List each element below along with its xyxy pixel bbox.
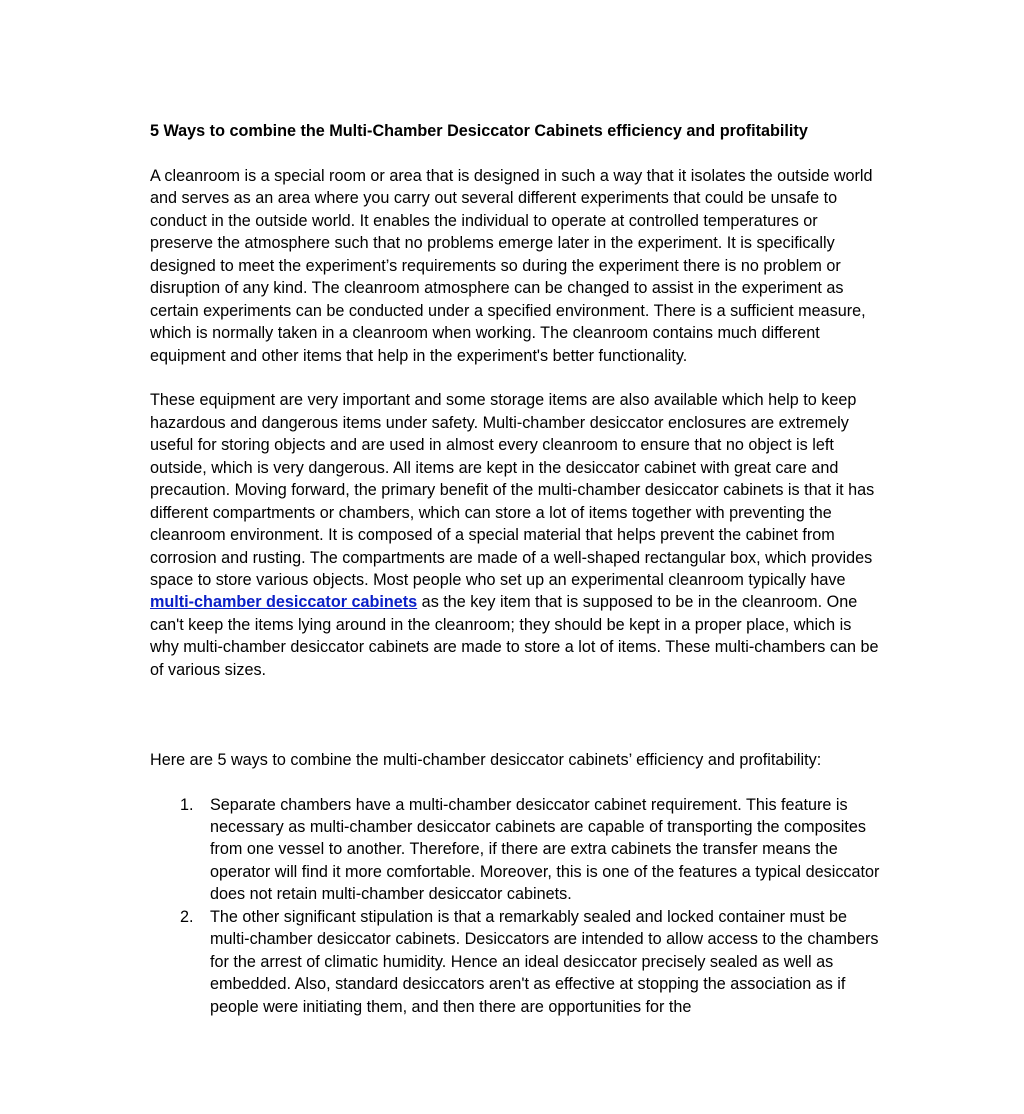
ways-list xyxy=(150,794,880,1019)
multi-chamber-desiccator-cabinets-link[interactable]: multi-chamber desiccator cabinets xyxy=(150,593,418,612)
paragraph-equipment-text-after: as the key item that is supposed to be in the cleanroom. One can't keep the items lying around in the cleanroom; they should be kept in a proper place, which is why multi-chamber desiccator cabinets are made to store a lot of items. These multi-chambers can be of various sizes. xyxy=(150,593,879,679)
list-item-number: 2. xyxy=(180,907,194,926)
document-page xyxy=(150,120,880,1018)
list-item-text: The other significant stipulation is that a remarkably sealed and locked container must be multi-chamber desiccator cabinets. Desiccators are intended to allow access to the chambers for the arrest of climatic humidity. Hence an ideal desiccator precisely sealed as well as embedded. Also, standard desiccators aren't as effective at stopping the association as if people were initiating them, and then there are opportunities for the xyxy=(210,907,879,1016)
list-item xyxy=(150,906,880,1018)
paragraph-equipment-text-before: These equipment are very important and some storage items are also available which help to keep hazardous and dangerous items under safety. Multi-chamber desiccator enclosures are extremely useful for storing objects and are used in almost every cleanroom to ensure that no object is left outside, which is very dangerous. All items are kept in the desiccator cabinet with great care and precaution. Moving forward, the primary benefit of the multi-chamber desiccator cabinets is that it has different compartments or chambers, which can store a lot of items together with preventing the cleanroom environment. It is composed of a special material that helps prevent the cabinet from corrosion and rusting. The compartments are made of a well-shaped rectangular box, which provides space to store various objects. Most people who set up an experimental cleanroom typically have xyxy=(150,391,875,590)
list-intro: Here are 5 ways to combine the multi-chamber desiccator cabinets’ efficiency and profitability: xyxy=(150,750,822,769)
blank-space xyxy=(150,704,880,749)
paragraph-equipment xyxy=(150,389,880,681)
paragraph-cleanroom-intro: A cleanroom is a special room or area that is designed in such a way that it isolates the outside world and serves as an area where you carry out several different experiments that could be unsafe to conduct in the outside world. It enables the individual to operate at controlled temperatures or preserve the atmosphere such that no problems emerge later in the experiment. It is specifically designed to meet the experiment’s requirements so during the experiment there is no problem or disruption of any kind. The cleanroom atmosphere can be changed to assist in the experiment as certain experiments can be conducted under a specified environment. There is a sufficient measure, which is normally taken in a cleanroom when working. The cleanroom contains much different equipment and other items that help in the experiment's better functionality. xyxy=(150,166,873,365)
list-item-text: Separate chambers have a multi-chamber desiccator cabinet requirement. This feature is necessary as multi-chamber desiccator cabinets are capable of transporting the composites from one vessel to another. Therefore, if there are extra cabinets the transfer means the operator will find it more comfortable. Moreover, this is one of the features a typical desiccator does not retain multi-chamber desiccator cabinets. xyxy=(210,795,880,904)
list-item xyxy=(150,794,880,906)
list-item-number: 1. xyxy=(180,795,194,814)
document-title: 5 Ways to combine the Multi-Chamber Desiccator Cabinets efficiency and profitability xyxy=(150,122,808,140)
